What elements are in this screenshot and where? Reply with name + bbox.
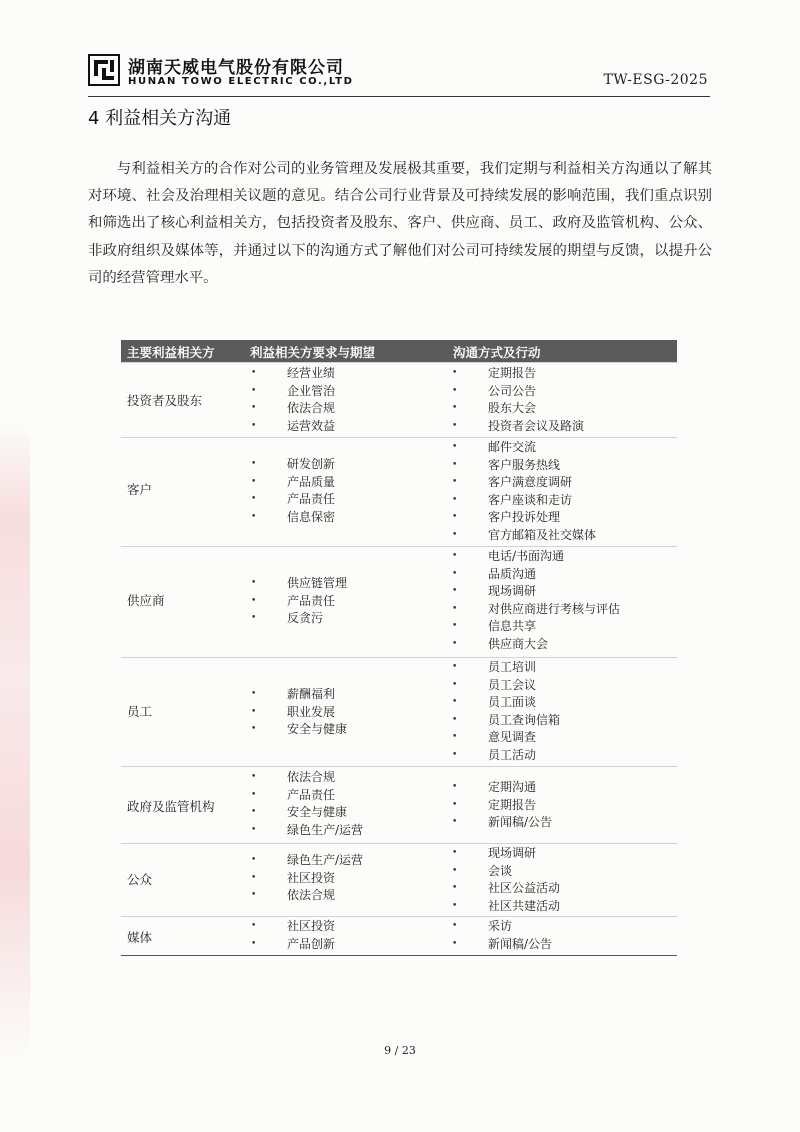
actions-list [452, 365, 584, 435]
stakeholder-name: 供应商 [127, 593, 165, 608]
list-item: • 企业管治 [251, 383, 335, 401]
table-row [121, 437, 677, 546]
list-item: • 公司公告 [452, 383, 584, 401]
expectations-list [251, 365, 335, 435]
list-item: • 股东大会 [452, 400, 584, 418]
table-row [121, 657, 677, 766]
list-item: • 定期报告 [452, 797, 552, 815]
expectations-list [251, 575, 347, 628]
list-item: • 员工会议 [452, 677, 560, 695]
stakeholder-name: 投资者及股东 [127, 393, 203, 408]
document-code: TW-ESG-2025 [603, 72, 708, 88]
intro-paragraph [88, 156, 712, 292]
company-name-cn: 湖南天威电气股份有限公司 [128, 58, 344, 78]
list-item: • 安全与健康 [251, 804, 363, 822]
expectations-list [251, 918, 335, 953]
list-item: • 采访 [452, 918, 552, 936]
list-item: • 社区共建活动 [452, 898, 560, 916]
stakeholder-table [121, 340, 677, 956]
list-item: • 定期沟通 [452, 779, 552, 797]
list-item: • 客户座谈和走访 [452, 492, 596, 510]
actions-list [452, 779, 552, 832]
table-row [121, 766, 677, 843]
list-item: • 现场调研 [452, 845, 560, 863]
list-item: • 产品创新 [251, 936, 335, 954]
paragraph-text: 与利益相关方的合作对公司的业务管理及发展极其重要，我们定期与利益相关方沟通以了解其对环境、社会及治理相关议题的意见。结合公司行业背景及可持续发展的影响范围，我们重点识别和筛选出了核心利益相关方，包括投资者及股东、客户、供应商、员工、政府及监管机构、公众、非政府组织及媒体等，并通过以下的沟通方式了解他们对公司可持续发展的期望与反馈，以提升公司的经营管理水平。 [88, 161, 712, 286]
list-item: • 信息共享 [452, 618, 620, 636]
list-item: • 运营效益 [251, 418, 335, 436]
list-item: • 社区投资 [251, 918, 335, 936]
stakeholder-name: 员工 [127, 704, 153, 719]
list-item: • 信息保密 [251, 509, 335, 527]
list-item: • 电话/书面沟通 [452, 548, 620, 566]
header-expectations: 利益相关方要求与期望 [250, 345, 376, 360]
list-item: • 供应链管理 [251, 575, 347, 593]
list-item: • 供应商大会 [452, 636, 620, 654]
list-item: • 依法合规 [251, 400, 335, 418]
list-item: • 会谈 [452, 863, 560, 881]
list-item: • 绿色生产/运营 [251, 822, 363, 840]
list-item: • 经营业绩 [251, 365, 335, 383]
table-row [121, 546, 677, 657]
list-item: • 产品责任 [251, 787, 363, 805]
actions-list [452, 548, 620, 654]
company-name-en: HUNAN TOWO ELECTRIC CO.,LTD [128, 76, 354, 87]
stakeholder-name: 媒体 [127, 930, 153, 945]
list-item: • 投资者会议及路演 [452, 418, 584, 436]
list-item: • 官方邮箱及社交媒体 [452, 527, 596, 545]
red-stamp-edge [0, 420, 30, 1060]
actions-list [452, 918, 552, 953]
actions-list [452, 659, 560, 765]
table-header [121, 340, 677, 362]
table-row [121, 843, 677, 916]
list-item: • 产品责任 [251, 593, 347, 611]
list-item: • 社区公益活动 [452, 880, 560, 898]
list-item: • 依法合规 [251, 887, 363, 905]
list-item: • 员工培训 [452, 659, 560, 677]
list-item: • 员工查询信箱 [452, 712, 560, 730]
stakeholder-name: 政府及监管机构 [127, 799, 215, 814]
list-item: • 新闻稿/公告 [452, 814, 552, 832]
expectations-list [251, 769, 363, 839]
stakeholder-name: 客户 [127, 482, 153, 497]
table-row [121, 362, 677, 437]
section-title: 4 利益相关方沟通 [88, 108, 232, 129]
list-item: • 社区投资 [251, 870, 363, 888]
stakeholder-name: 公众 [127, 872, 153, 887]
actions-list [452, 845, 560, 915]
list-item: • 现场调研 [452, 583, 620, 601]
list-item: • 绿色生产/运营 [251, 852, 363, 870]
actions-list [452, 439, 596, 545]
header-stakeholder: 主要利益相关方 [127, 345, 215, 360]
list-item: • 薪酬福利 [251, 686, 347, 704]
list-item: • 产品质量 [251, 474, 335, 492]
page-header [88, 50, 710, 97]
list-item: • 研发创新 [251, 456, 335, 474]
list-item: • 客户服务热线 [452, 457, 596, 475]
list-item: • 品质沟通 [452, 566, 620, 584]
list-item: • 依法合规 [251, 769, 363, 787]
expectations-list [251, 852, 363, 905]
list-item: • 员工活动 [452, 747, 560, 765]
page-number: 9 / 23 [384, 1044, 416, 1057]
list-item: • 定期报告 [452, 365, 584, 383]
table-row [121, 916, 677, 955]
list-item: • 职业发展 [251, 704, 347, 722]
list-item: • 员工面谈 [452, 694, 560, 712]
list-item: • 邮件交流 [452, 439, 596, 457]
expectations-list [251, 686, 347, 739]
list-item: • 安全与健康 [251, 721, 347, 739]
list-item: • 客户投诉处理 [452, 509, 596, 527]
list-item: • 产品责任 [251, 491, 335, 509]
list-item: • 对供应商进行考核与评估 [452, 601, 620, 619]
list-item: • 新闻稿/公告 [452, 936, 552, 954]
list-item: • 意见调查 [452, 729, 560, 747]
header-actions: 沟通方式及行动 [453, 345, 541, 360]
list-item: • 反贪污 [251, 610, 347, 628]
company-logo-icon [88, 54, 120, 86]
expectations-list [251, 456, 335, 526]
list-item: • 客户满意度调研 [452, 474, 596, 492]
